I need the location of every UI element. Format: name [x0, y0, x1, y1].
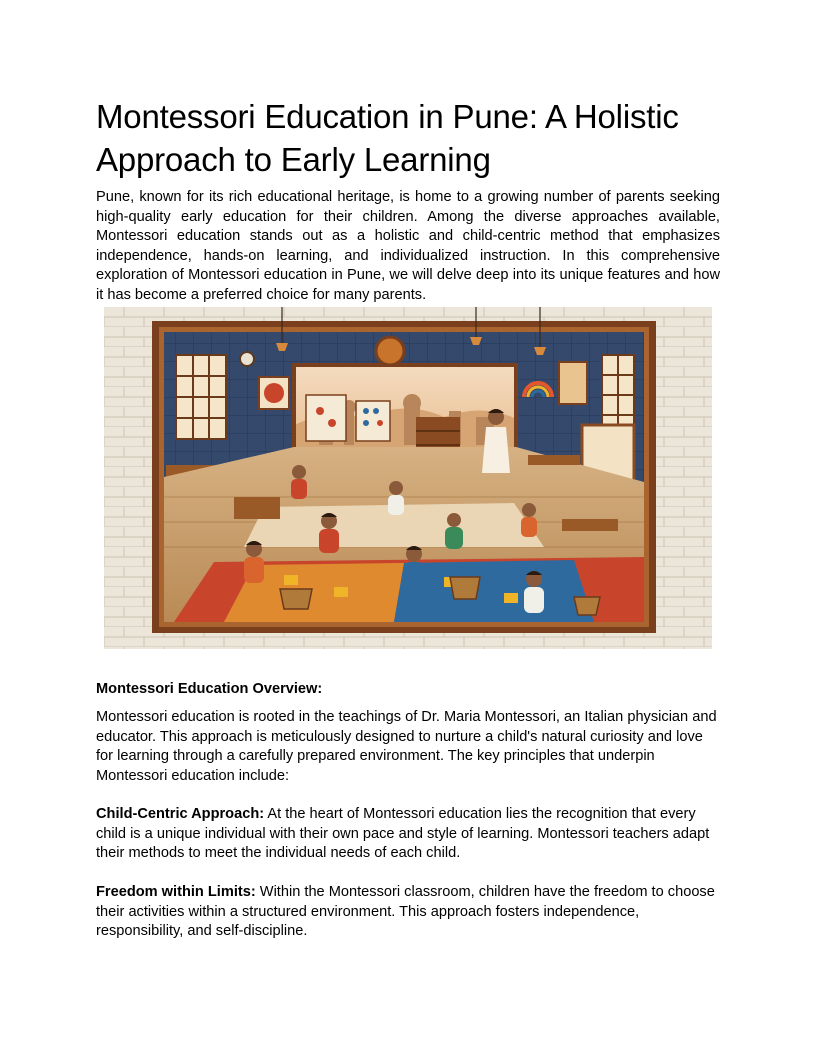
montessori-classroom-illustration — [104, 307, 712, 649]
principle-text: Within the Montessori classroom, children have the freedom to choose their activities within a structured environment. This approach fosters independence, responsibility, and self-discipline. — [96, 884, 715, 939]
principle-freedom-within-limits — [96, 883, 720, 942]
intro-paragraph: Pune, known for its rich educational heritage, is home to a growing number of parents seeking high-quality early education for their children. Among the diverse approaches available, Montessori education stands out as a holistic and child-centric method that emphasizes independence, hands-on learning, and individualized instruction. In this comprehensive exploration of Montessori education in Pune, we will delve deep into its unique features and how it has become a preferred choice for many parents. — [96, 189, 720, 303]
principle-label: Freedom within Limits: — [96, 884, 256, 900]
principle-text: At the heart of Montessori education lies the recognition that every child is a unique individual with their own pace and style of learning. Montessori teachers adapt their methods to meet the individual needs of each child. — [96, 806, 710, 861]
principle-label: Child-Centric Approach: — [96, 806, 265, 822]
overview-paragraph: Montessori education is rooted in the teachings of Dr. Maria Montessori, an Italian physician and educator. This approach is meticulously designed to nurture a child's natural curiosity and love for learning through a carefully prepared environment. The key principles that underpin Montessori education include: — [96, 709, 717, 784]
page-title: Montessori Education in Pune: A Holistic Approach to Early Learning — [96, 98, 679, 178]
principle-child-centric — [96, 805, 720, 864]
overview-heading: Montessori Education Overview: — [96, 681, 323, 697]
